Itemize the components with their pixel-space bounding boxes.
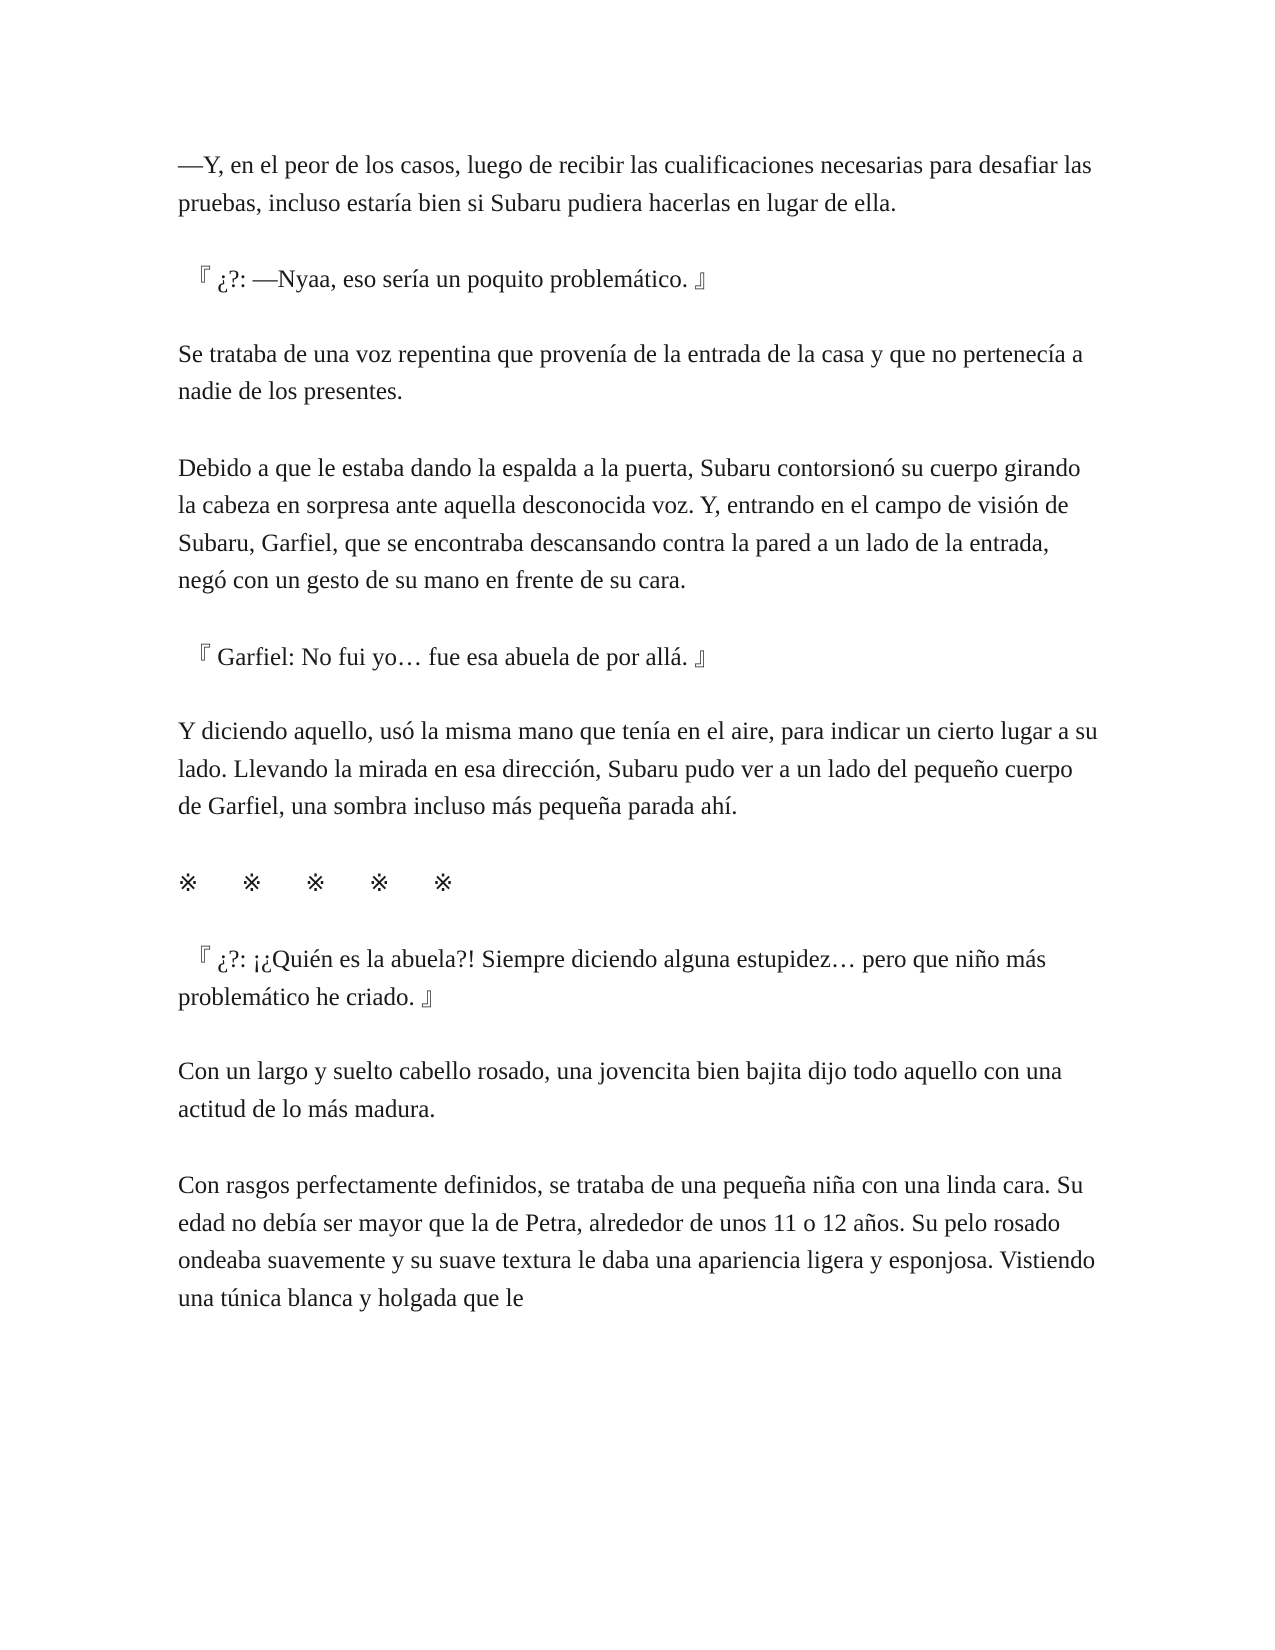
narration-paragraph: Con rasgos perfectamente definidos, se trataba de una pequeña niña con una linda cara. Su edad no debía ser mayor que la de Petra, alrededor de unos 11 o 12 años. Su pelo rosado ondeaba suavemente y su suave textura le daba una apariencia ligera y esponjosa. Vistiendo una túnica blanca y holgada que le <box>178 1172 1096 1312</box>
narration-paragraph: Y diciendo aquello, usó la misma mano que tenía en el aire, para indicar un cierto lugar a su lado. Llevando la mirada en esa dirección, Subaru pudo ver a un lado del pequeño cuerpo de Garfiel, una sombra incluso más pequeña parada ahí. <box>178 718 1098 820</box>
dialogue-line: 『 Garfiel: No fui yo… fue esa abuela de por allá. 』 <box>186 643 720 671</box>
scene-separator: ※ ※ ※ ※ ※ <box>178 868 472 897</box>
document-body <box>178 147 1098 1356</box>
narration-paragraph: —Y, en el peor de los casos, luego de recibir las cualificaciones necesarias para desafiar las pruebas, incluso estaría bien si Subaru pudiera hacerlas en lugar de ella. <box>178 152 1092 217</box>
dialogue-line: 『 ¿?: ¡¿Quién es la abuela?! Siempre diciendo alguna estupidez… pero que niño más problemático he criado. 』 <box>178 946 1047 1011</box>
dialogue-line: 『 ¿?: —Nyaa, eso sería un poquito problemático. 』 <box>186 266 720 293</box>
narration-paragraph: Debido a que le estaba dando la espalda a la puerta, Subaru contorsionó su cuerpo girando la cabeza en sorpresa ante aquella desconocida voz. Y, entrando en el campo de visión de Subaru, Garfiel, que se encontraba descansando contra la pared a un lado de la entrada, negó con un gesto de su mano en frente de su cara. <box>178 454 1081 594</box>
narration-paragraph: Se trataba de una voz repentina que provenía de la entrada de la casa y que no pertenecía a nadie de los presentes. <box>178 340 1084 405</box>
narration-paragraph: Con un largo y suelto cabello rosado, una jovencita bien bajita dijo todo aquello con una actitud de lo más madura. <box>178 1058 1063 1123</box>
